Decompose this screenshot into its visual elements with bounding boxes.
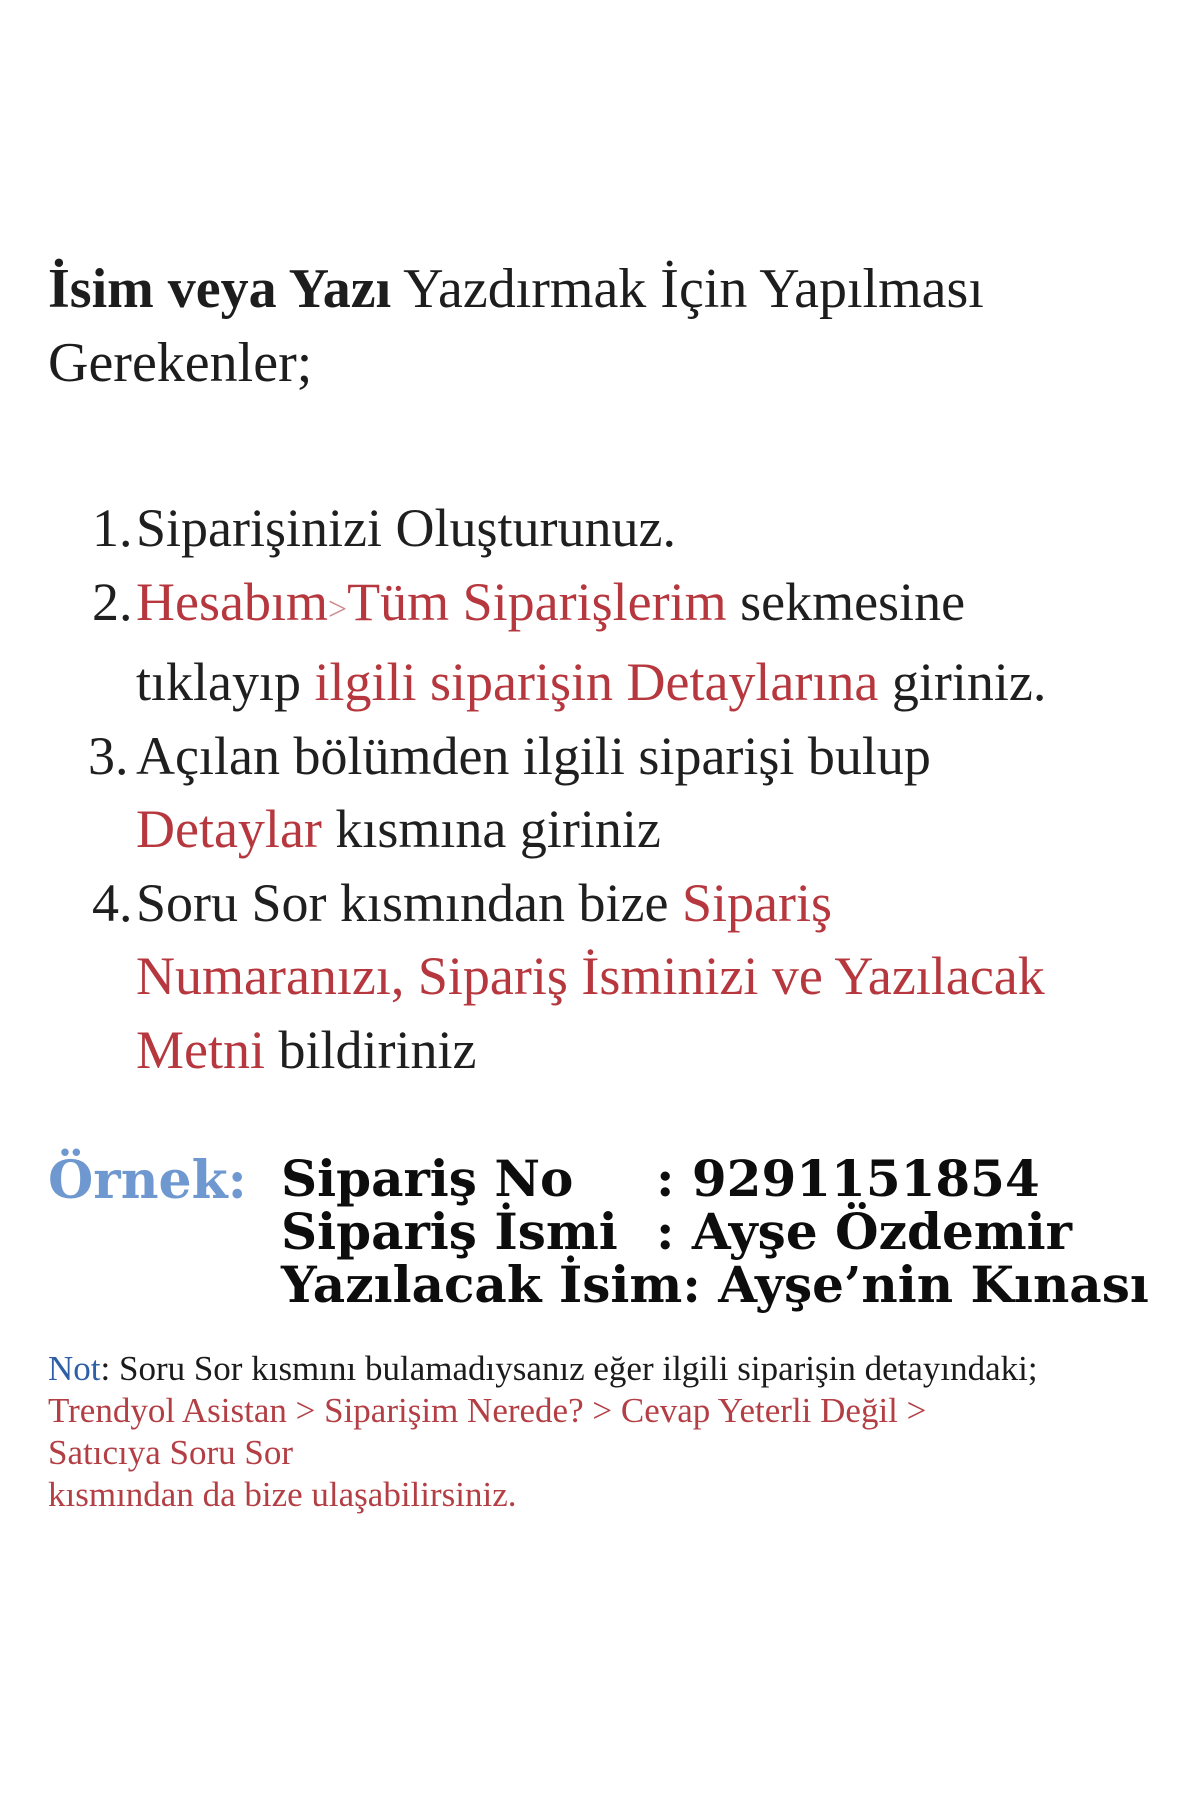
step-number: 4. — [92, 872, 133, 933]
step-1 — [0, 492, 1076, 566]
example-key: Sipariş No — [281, 1149, 574, 1208]
note-path-line-2: Satıcıya Soru Sor — [48, 1433, 293, 1472]
note-closing: kısmından da bize ulaşabilirsiniz. — [48, 1475, 517, 1514]
note-block — [48, 1348, 1168, 1516]
step-text: Soru Sor kısmından bize — [136, 872, 682, 933]
required-info-text: Sipariş Numaranızı, Sipariş İsminizi ve Yazılacak Metni — [136, 872, 1045, 1080]
note-intro-line — [48, 1348, 1168, 1390]
heading-bold: İsim veya Yazı — [48, 258, 392, 320]
note-label: Not — [48, 1349, 101, 1388]
heading-rest: Yazdırmak İçin Yapılması Gerekenler; — [48, 258, 984, 394]
steps-list — [0, 492, 1200, 1087]
step-text: kısmına giriniz — [321, 799, 661, 859]
example-value: : 9291151854 — [656, 1149, 1040, 1208]
step-text: Siparişinizi Oluşturunuz. — [136, 498, 676, 558]
example-key: Yazılacak İsim — [281, 1255, 683, 1314]
step-number: 1. — [92, 498, 133, 558]
step-3 — [0, 720, 1076, 867]
page-heading — [48, 252, 1148, 400]
step-text: giriniz. — [878, 652, 1047, 712]
details-link: Detaylar — [136, 799, 322, 859]
path-separator: > — [327, 590, 348, 628]
example-rows — [281, 1149, 1149, 1314]
example-row-order-no — [281, 1149, 1149, 1208]
note-intro: : Soru Sor kısmını bulamadıysanız eğer ilgili siparişin detayındaki; — [100, 1349, 1038, 1388]
step-text: sekmesine tıklayıp — [136, 571, 966, 712]
example-label: Örnek: — [48, 1150, 247, 1211]
example-value: : Ayşe Özdemir — [656, 1202, 1073, 1261]
all-orders-link: Tüm Siparişlerim — [347, 571, 727, 632]
example-row-text — [281, 1255, 1149, 1314]
note-path-line-1: Trendyol Asistan > Siparişim Nerede? > Cevap Yeterli Değil > — [48, 1391, 927, 1430]
step-number: 2. — [92, 571, 133, 632]
step-text: Açılan bölümden ilgili siparişi bulup — [136, 725, 931, 786]
account-link: Hesabım — [136, 571, 328, 632]
step-number: 3. — [88, 725, 129, 786]
step-2 — [0, 566, 1076, 720]
example-key: Sipariş İsmi — [281, 1202, 618, 1261]
example-row-order-name — [281, 1202, 1149, 1261]
step-text: bildiriniz — [265, 1019, 477, 1080]
step-4 — [0, 867, 1076, 1088]
order-details-link: ilgili siparişin Detaylarına — [314, 652, 879, 712]
example-value: : Ayşe’nin Kınası — [682, 1255, 1149, 1314]
